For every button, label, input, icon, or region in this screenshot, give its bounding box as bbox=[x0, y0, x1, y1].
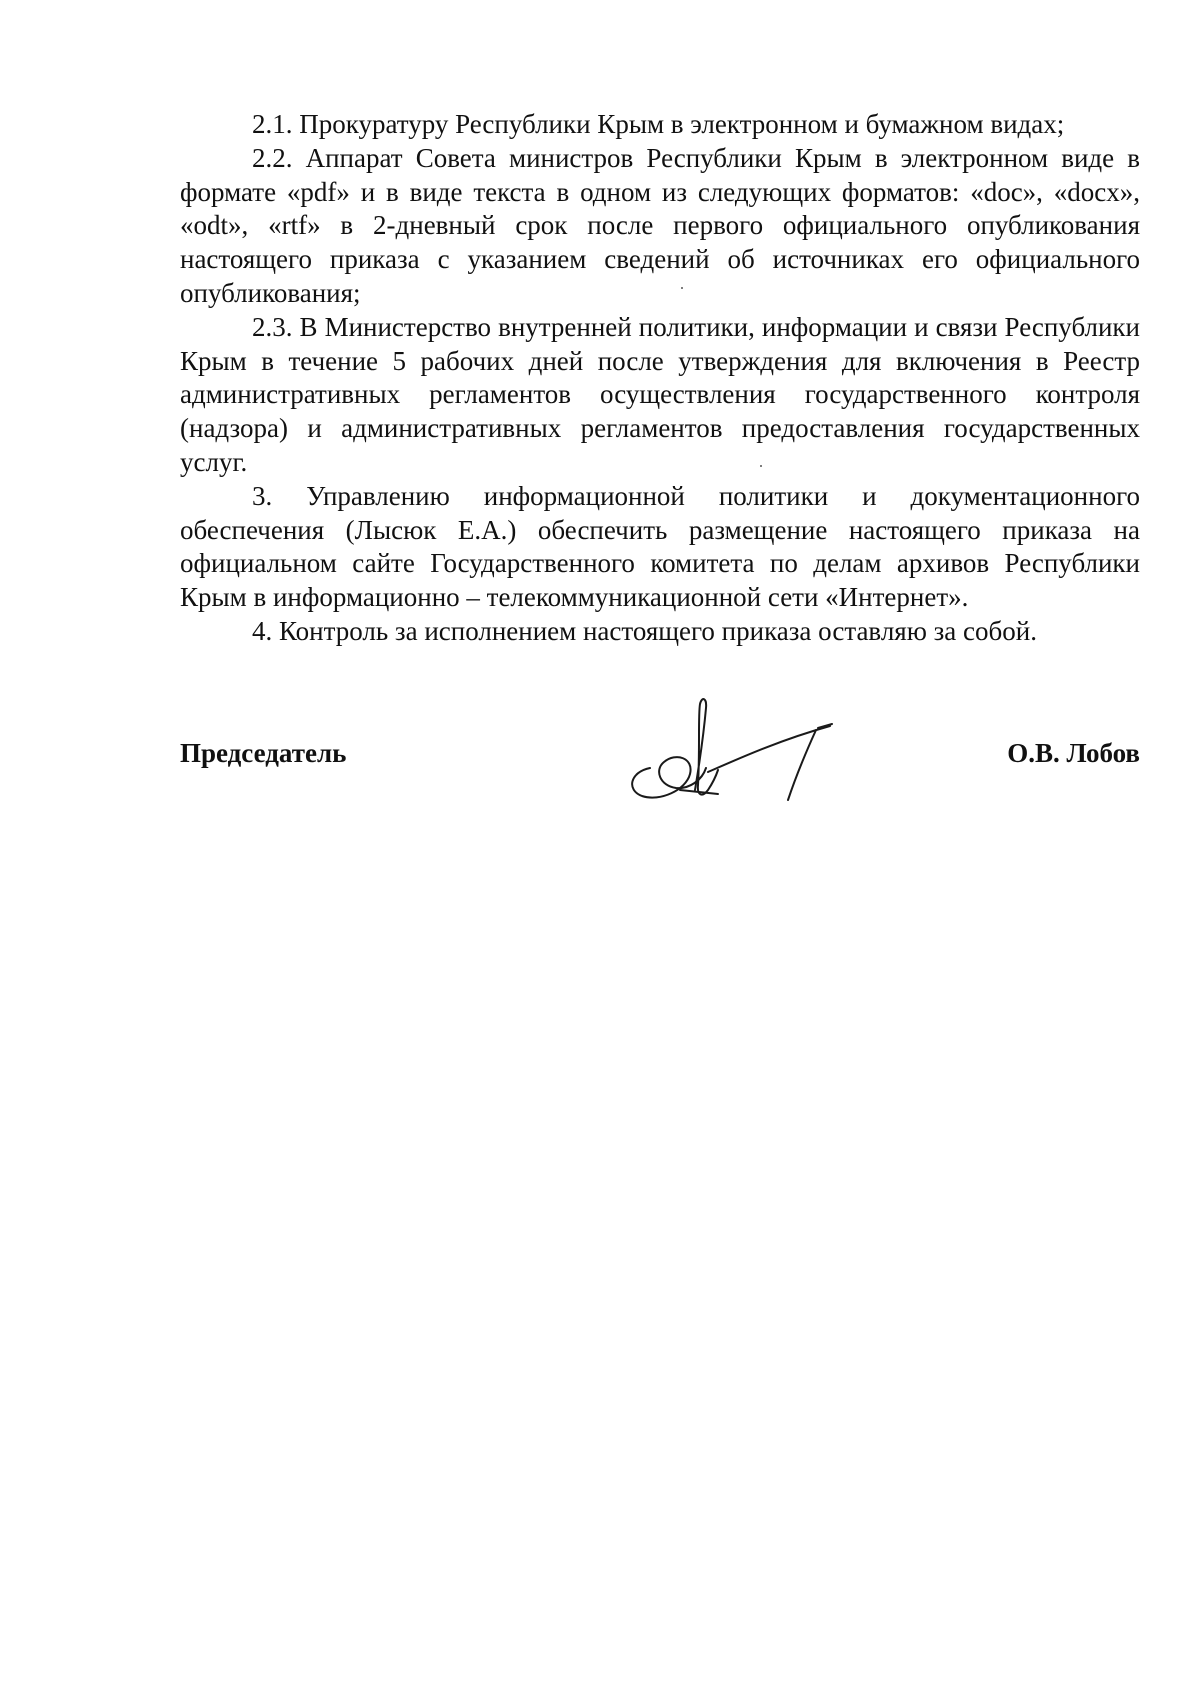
document-body bbox=[180, 108, 1140, 649]
paragraph-2-1: 2.1. Прокуратуру Республики Крым в электронном и бумажном видах; bbox=[252, 109, 1065, 139]
signature-block bbox=[180, 690, 1140, 810]
paragraph-2-2: 2.2. Аппарат Совета министров Республики Крым в электронном виде в формате «pdf» и в виде текста в одном из следующих форматов: «doc», «docx», «odt», «rtf» в 2-дневный срок после первого официального опубликования настоящего приказа с указанием сведений об источниках его официального опубликования; bbox=[180, 142, 1140, 308]
scan-speck bbox=[681, 287, 683, 289]
signatory-title: Председатель bbox=[180, 738, 347, 768]
signatory-name: О.В. Лобов bbox=[1007, 738, 1140, 768]
scan-speck bbox=[760, 465, 762, 467]
paragraph-2-3: 2.3. В Министерство внутренней политики, информации и связи Республики Крым в течение 5 рабочих дней после утверждения для включения в Реестр административных регламентов осуществления государственного контроля (надзора) и административных регламентов предоставления государственных услуг. bbox=[180, 311, 1140, 477]
paragraph-4: 4. Контроль за исполнением настоящего приказа оставляю за собой. bbox=[252, 615, 1037, 646]
handwritten-signature bbox=[620, 690, 840, 805]
paragraph-3: 3. Управлению информационной политики и документационного обеспечения (Лысюк Е.А.) обеспечить размещение настоящего приказа на официальном сайте Государственного комитета по делам архивов Республики Крым в информационно – телекоммуникационной сети «Интернет». bbox=[180, 480, 1140, 613]
